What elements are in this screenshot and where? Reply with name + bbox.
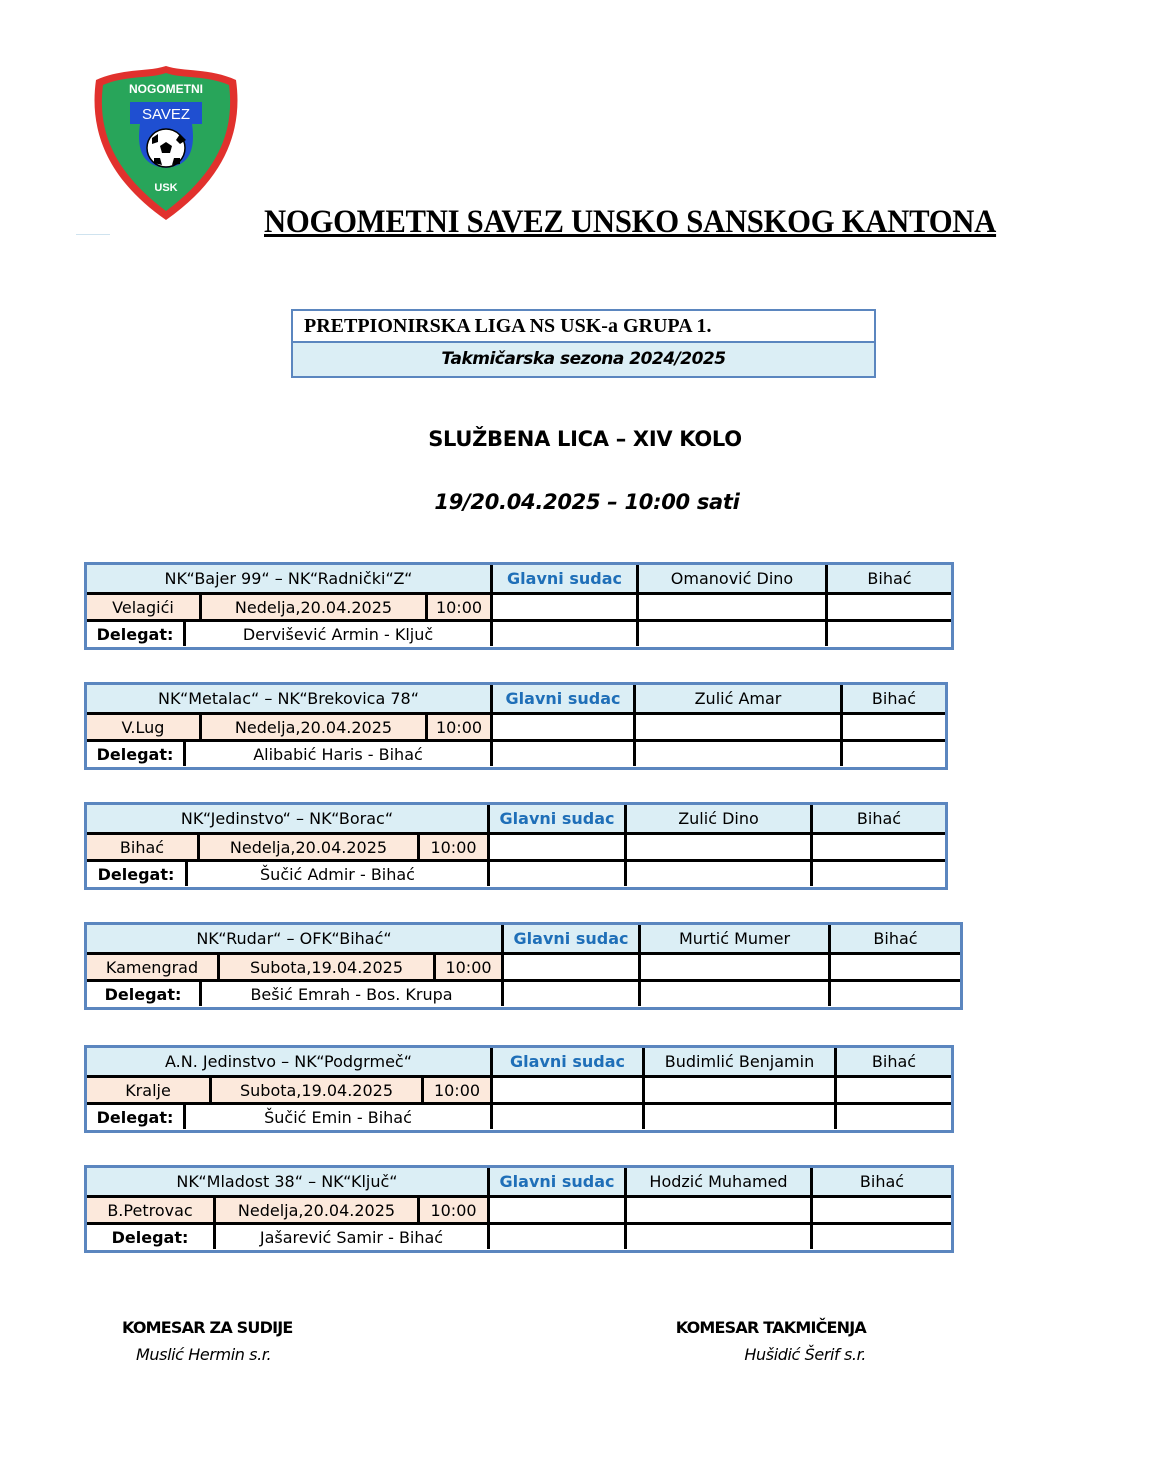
referee-name: Zulić Amar — [633, 685, 840, 712]
signature-left-name: Muslić Hermin s.r. — [136, 1345, 272, 1364]
league-name: PRETPIONIRSKA LIGA NS USK-a GRUPA 1. — [293, 311, 874, 343]
referee-city: Bihać — [810, 805, 945, 832]
match-time: 10:00 — [425, 592, 490, 619]
match-teams: NK“Jedinstvo“ – NK“Borac“ — [87, 805, 487, 832]
match-date: Nedelja,20.04.2025 — [199, 592, 425, 619]
match-time: 10:00 — [417, 832, 487, 859]
round-title: SLUŽBENA LICA – XIV KOLO — [428, 427, 742, 451]
referee-name: Murtić Mumer — [638, 925, 828, 952]
referee-name: Omanović Dino — [636, 565, 825, 592]
referee-city: Bihać — [834, 1048, 951, 1075]
empty-cell — [490, 619, 636, 646]
match-time: 10:00 — [421, 1075, 490, 1102]
empty-cell — [490, 739, 633, 766]
empty-cell — [810, 832, 945, 859]
league-info-box — [291, 309, 876, 378]
match-teams: NK“Bajer 99“ – NK“Radnički“Z“ — [87, 565, 490, 592]
empty-cell — [624, 859, 810, 886]
delegate-label: Delegat: — [87, 979, 199, 1006]
referee-role-label: Glavni sudac — [490, 565, 636, 592]
referee-role-label: Glavni sudac — [501, 925, 638, 952]
empty-cell — [633, 739, 840, 766]
empty-cell — [487, 1195, 624, 1222]
empty-cell — [501, 952, 638, 979]
match-time: 10:00 — [433, 952, 501, 979]
referee-role-label: Glavni sudac — [487, 805, 624, 832]
empty-cell — [638, 979, 828, 1006]
empty-cell — [828, 952, 960, 979]
empty-cell — [834, 1075, 951, 1102]
referee-city: Bihać — [810, 1168, 951, 1195]
signature-left-title: KOMESAR ZA SUDIJE — [122, 1318, 293, 1337]
empty-cell — [636, 619, 825, 646]
empty-cell — [825, 592, 951, 619]
match-teams: A.N. Jedinstvo – NK“Podgrmeč“ — [87, 1048, 490, 1075]
decorative-line — [76, 234, 110, 235]
match-venue: B.Petrovac — [87, 1195, 213, 1222]
match-venue: Velagići — [87, 592, 199, 619]
match-teams: NK“Mladost 38“ – NK“Ključ“ — [87, 1168, 487, 1195]
logo-bottom-text: USK — [154, 182, 178, 194]
delegate-name: Jašarević Samir - Bihać — [213, 1222, 487, 1249]
match-venue: Kralje — [87, 1075, 209, 1102]
empty-cell — [810, 1195, 951, 1222]
delegate-name: Dervišević Armin - Ključ — [183, 619, 490, 646]
empty-cell — [487, 859, 624, 886]
empty-cell — [490, 1102, 642, 1129]
match-table — [84, 562, 954, 650]
empty-cell — [840, 739, 945, 766]
referee-name: Hodzić Muhamed — [624, 1168, 810, 1195]
delegate-label: Delegat: — [87, 859, 185, 886]
match-time: 10:00 — [425, 712, 490, 739]
season-label: Takmičarska sezona 2024/2025 — [293, 343, 874, 376]
logo-top-text: NOGOMETNI — [129, 82, 203, 96]
empty-cell — [624, 1222, 810, 1249]
match-time: 10:00 — [417, 1195, 487, 1222]
empty-cell — [810, 859, 945, 886]
empty-cell — [642, 1075, 834, 1102]
nogometni-savez-usk-logo — [92, 62, 240, 224]
match-teams: NK“Rudar“ – OFK“Bihać“ — [87, 925, 501, 952]
signature-right — [672, 1318, 866, 1364]
referee-role-label: Glavni sudac — [490, 1048, 642, 1075]
logo-middle-text: SAVEZ — [141, 106, 191, 123]
delegate-label: Delegat: — [87, 1222, 213, 1249]
match-date: Subota,19.04.2025 — [217, 952, 433, 979]
empty-cell — [633, 712, 840, 739]
referee-role-label: Glavni sudac — [490, 685, 633, 712]
empty-cell — [490, 712, 633, 739]
empty-cell — [638, 952, 828, 979]
match-date: Nedelja,20.04.2025 — [199, 712, 425, 739]
empty-cell — [636, 592, 825, 619]
empty-cell — [825, 619, 951, 646]
match-teams: NK“Metalac“ – NK“Brekovica 78“ — [87, 685, 490, 712]
delegate-label: Delegat: — [87, 1102, 183, 1129]
match-table — [84, 802, 948, 890]
match-venue: Kamengrad — [87, 952, 217, 979]
empty-cell — [834, 1102, 951, 1129]
delegate-name: Alibabić Haris - Bihać — [183, 739, 490, 766]
referee-city: Bihać — [828, 925, 960, 952]
empty-cell — [840, 712, 945, 739]
delegate-label: Delegat: — [87, 739, 183, 766]
match-date: Nedelja,20.04.2025 — [197, 832, 417, 859]
signature-left — [122, 1318, 293, 1364]
match-table — [84, 922, 963, 1010]
signature-right-name: Hušidić Šerif s.r. — [744, 1345, 866, 1364]
match-table — [84, 1045, 954, 1133]
round-date: 19/20.04.2025 – 10:00 sati — [434, 490, 740, 514]
referee-name: Budimlić Benjamin — [642, 1048, 834, 1075]
delegate-name: Bešić Emrah - Bos. Krupa — [199, 979, 501, 1006]
empty-cell — [487, 832, 624, 859]
delegate-name: Šučić Emin - Bihać — [183, 1102, 490, 1129]
referee-name: Zulić Dino — [624, 805, 810, 832]
match-table — [84, 682, 948, 770]
match-venue: V.Lug — [87, 712, 199, 739]
empty-cell — [828, 979, 960, 1006]
match-date: Subota,19.04.2025 — [209, 1075, 421, 1102]
delegate-label: Delegat: — [87, 619, 183, 646]
empty-cell — [810, 1222, 951, 1249]
empty-cell — [501, 979, 638, 1006]
match-venue: Bihać — [87, 832, 197, 859]
empty-cell — [490, 1075, 642, 1102]
referee-city: Bihać — [825, 565, 951, 592]
page-title: NOGOMETNI SAVEZ UNSKO SANSKOG KANTONA — [264, 204, 997, 240]
referee-city: Bihać — [840, 685, 945, 712]
empty-cell — [624, 832, 810, 859]
delegate-name: Šučić Admir - Bihać — [185, 859, 487, 886]
empty-cell — [487, 1222, 624, 1249]
match-date: Nedelja,20.04.2025 — [213, 1195, 417, 1222]
empty-cell — [642, 1102, 834, 1129]
empty-cell — [490, 592, 636, 619]
signature-right-title: KOMESAR TAKMIČENJA — [675, 1318, 866, 1337]
empty-cell — [624, 1195, 810, 1222]
match-table — [84, 1165, 954, 1253]
referee-role-label: Glavni sudac — [487, 1168, 624, 1195]
